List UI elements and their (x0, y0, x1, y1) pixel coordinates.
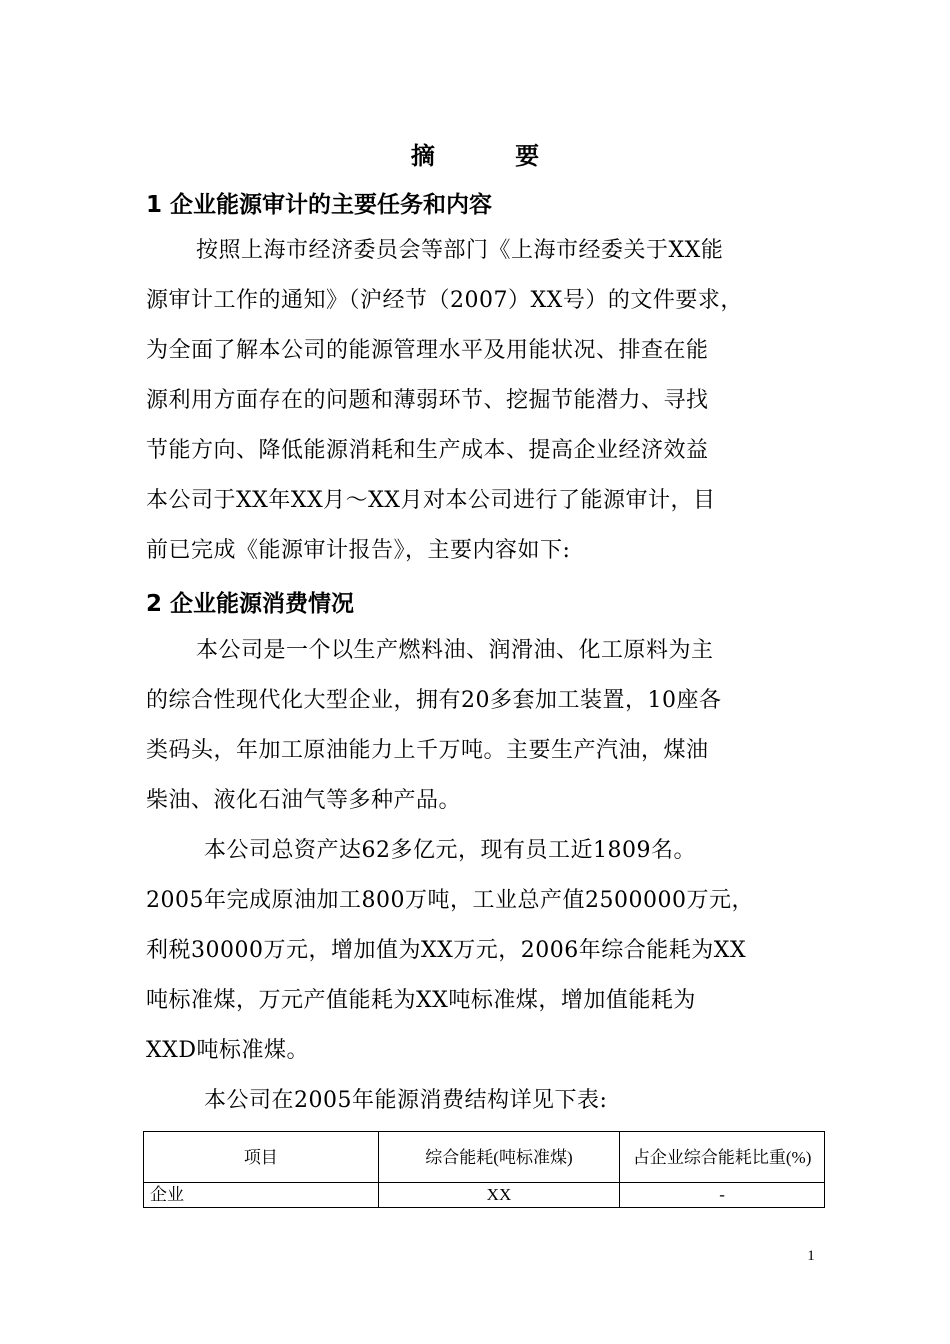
text-line: 源审计工作的通知》（沪经节（2007）XX号）的文件要求， (146, 288, 743, 313)
text-line: 节能方向、降低能源消耗和生产成本、提高企业经济效益 (146, 438, 709, 463)
text-line: 类码头，年加工原油能力上千万吨。主要生产汽油，煤油 (146, 738, 709, 763)
table-cell: XX (378, 1183, 620, 1208)
text-line: 吨标准煤，万元产值能耗为XX吨标准煤，增加值能耗为 (146, 988, 696, 1013)
table-header-cell: 综合能耗(吨标准煤) (378, 1132, 620, 1183)
table-header-row (144, 1132, 825, 1183)
table-header-cell: 项目 (144, 1132, 379, 1183)
text-line: 利税30000万元，增加值为XX万元，2006年综合能耗为XX (146, 938, 747, 963)
text-line: 为全面了解本公司的能源管理水平及用能状况、排查在能 (146, 338, 709, 363)
text-line: 柴油、液化石油气等多种产品。 (146, 788, 462, 813)
section-heading-2: 2 企业能源消费情况 (146, 591, 355, 617)
text-line: 本公司在2005年能源消费结构详见下表: (204, 1088, 608, 1113)
text-line: 按照上海市经济委员会等部门《上海市经委关于XX能 (196, 238, 724, 263)
page-number: 1 (807, 1248, 815, 1264)
text-line: 源利用方面存在的问题和薄弱环节、挖掘节能潜力、寻找 (146, 388, 709, 413)
text-line: 的综合性现代化大型企业，拥有20多套加工装置，10座各 (146, 688, 722, 713)
section2-paragraph-1 (146, 626, 814, 826)
table-cell: - (620, 1183, 825, 1208)
text-line: 本公司是一个以生产燃料油、润滑油、化工原料为主 (196, 638, 714, 663)
section-heading-1: 1 企业能源审计的主要任务和内容 (146, 192, 493, 218)
text-line: 本公司于XX年XX月～XX月对本公司进行了能源审计，目 (146, 488, 716, 513)
section2-paragraph-2 (146, 826, 814, 1076)
text-line: 前已完成《能源审计报告》，主要内容如下: (146, 538, 571, 563)
text-line: 2005年完成原油加工800万吨，工业总产值2500000万元， (146, 888, 754, 913)
page-title: 摘 要 (410, 142, 576, 170)
table-row (144, 1183, 825, 1208)
section1-paragraph (146, 226, 814, 576)
energy-consumption-table (143, 1131, 825, 1208)
text-line: 本公司总资产达62多亿元，现有员工近1809名。 (204, 838, 696, 863)
text-line: XXD吨标准煤。 (146, 1038, 309, 1063)
table-cell: 企业 (144, 1183, 379, 1208)
section2-paragraph-3 (146, 1076, 814, 1126)
table-header-cell: 占企业综合能耗比重(%) (620, 1132, 825, 1183)
